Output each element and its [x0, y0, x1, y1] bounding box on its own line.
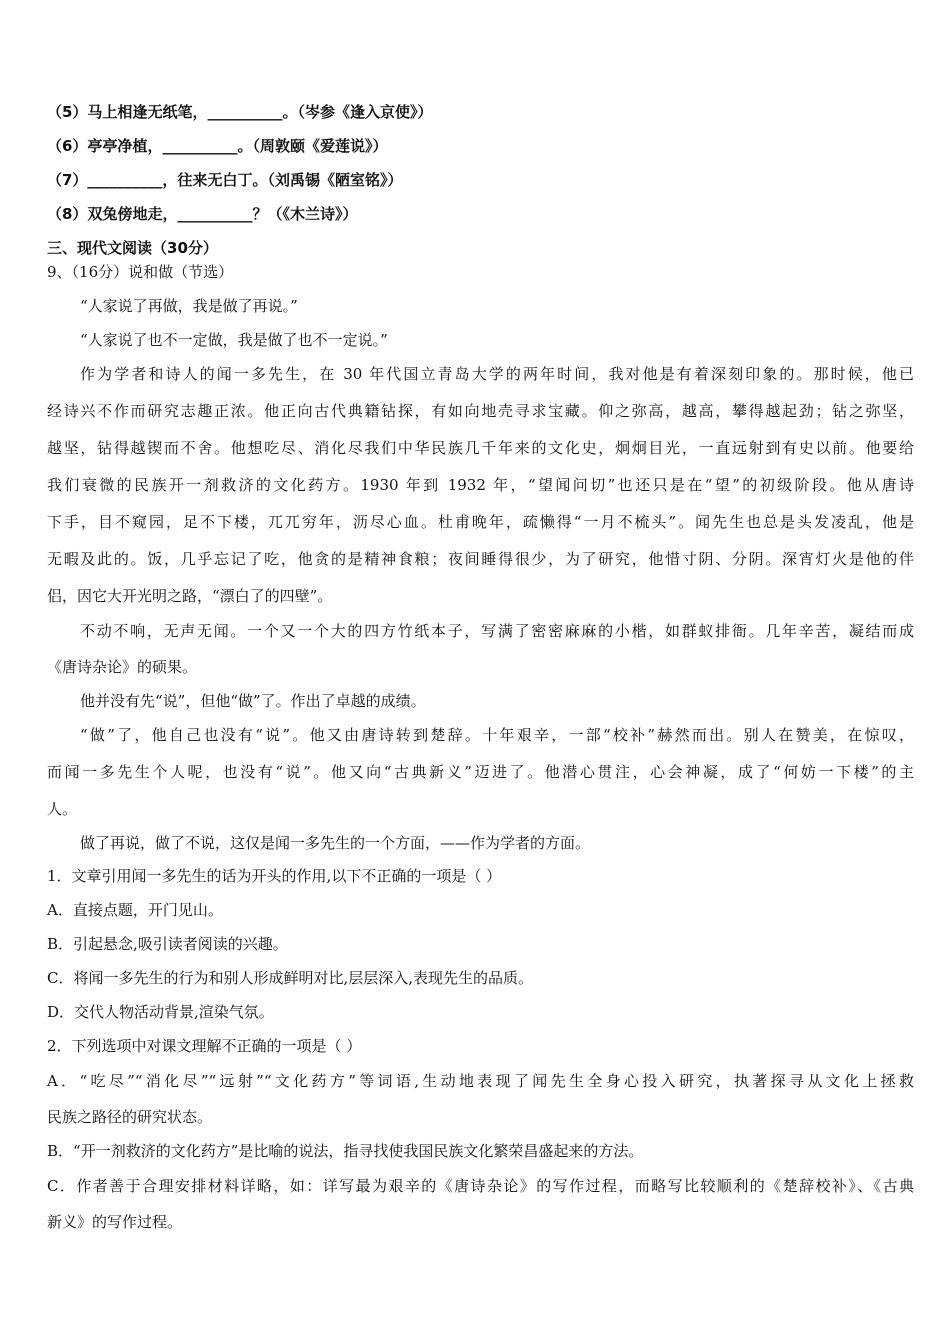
passage-line: “做”了，他自己也没有“说”。他又由唐诗转到楚辞。十年艰辛，一部“校补”赫然而出。别人在赞美，在惊叹， [80, 726, 914, 744]
passage-line: 下手，目不窥园，足不下楼，兀兀穷年，沥尽心血。杜甫晚年，疏懒得“一月不梳头”。闻先生也总是头发凌乱，他是 [47, 513, 914, 531]
q1-stem: 1．文章引用闻一多先生的话为开头的作用,以下不正确的一项是（ ） [47, 867, 502, 885]
passage-line: 人。 [47, 800, 78, 818]
passage-line: 作为学者和诗人的闻一多先生，在 30 年代国立青岛大学的两年时间，我对他是有着深刻印象的。那时候，他已 [80, 365, 914, 383]
fill-item-8: （8）双兔傍地走，__________？（《木兰诗》） [47, 205, 358, 223]
q1-option-b: B．引起悬念,吸引读者阅读的兴趣。 [47, 935, 288, 953]
fill-item-7: （7）__________，往来无白丁。（刘禹锡《陋室铭》） [47, 171, 403, 189]
section-title: 三、现代文阅读（30分） [47, 239, 218, 257]
passage-line: 他并没有先“说”，但他“做”了。作出了卓越的成绩。 [80, 692, 426, 710]
q2-stem: 2．下列选项中对课文理解不正确的一项是（ ） [47, 1037, 362, 1055]
fill-item-6: （6）亭亭净植，__________。（周敦颐《爱莲说》） [47, 137, 388, 155]
question-header: 9、（16分）说和做（节选） [47, 263, 234, 281]
passage-line: 《唐诗杂论》的硕果。 [47, 658, 198, 676]
fill-item-5: （5）马上相逢无纸笔，__________。（岑参《逢入京使》） [47, 103, 433, 121]
passage-line: 无暇及此的。饭，几乎忘记了吃，他贪的是精神食粮；夜间睡得很少，为了研究，他惜寸阴、分阴。深宵灯火是他的伴 [47, 550, 914, 568]
q1-option-c: C．将闻一多先生的行为和别人形成鲜明对比,层层深入,表现先生的品质。 [47, 969, 534, 987]
q2-option-a: A．“吃尽”“消化尽”“远射”“文化药方”等词语,生动地表现了闻先生全身心投入研究，执著探寻从文化上拯救 [47, 1072, 914, 1090]
passage-line: 经诗兴不作而研究志趣正浓。他正向古代典籍钻探，有如向地壳寻求宝藏。仰之弥高，越高，攀得越起劲；钻之弥坚， [47, 402, 914, 420]
passage-line: 不动不响，无声无闻。一个又一个大的四方竹纸本子，写满了密密麻麻的小楷，如群蚁排衙。几年辛苦，凝结而成 [80, 622, 914, 640]
q2-option-c: C．作者善于合理安排材料详略，如：详写最为艰辛的《唐诗杂论》的写作过程，而略写比较顺利的《楚辞校补》、《古典 [47, 1177, 914, 1195]
passage-line: “人家说了再做，我是做了再说。” [80, 297, 298, 315]
passage-line: 而闻一多先生个人呢，也没有“说”。他又向“古典新义”迈进了。他潜心贯注，心会神凝，成了“何妨一下楼”的主 [47, 763, 914, 781]
passage-line: 做了再说，做了不说，这仅是闻一多先生的一个方面，——作为学者的方面。 [80, 834, 591, 852]
passage-line: 越坚，钻得越锲而不舍。他想吃尽、消化尽我们中华民族几千年来的文化史，炯炯目光，一直远射到有史以前。他要给 [47, 439, 914, 457]
q2-option-c-cont: 新义》的写作过程。 [47, 1213, 183, 1231]
passage-line: “人家说了也不一定做，我是做了也不一定说。” [80, 331, 388, 349]
q1-option-d: D．交代人物活动背景,渲染气氛。 [47, 1003, 274, 1021]
q2-option-a-cont: 民族之路径的研究状态。 [47, 1108, 213, 1126]
q2-option-b: B．“开一剂救济的文化药方”是比喻的说法，指寻找使我国民族文化繁荣昌盛起来的方法。 [47, 1142, 644, 1160]
passage-line: 我们衰微的民族开一剂救济的文化药方。1930 年到 1932 年，“望闻问切”也还只是在“望”的初级阶段。他从唐诗 [47, 476, 914, 494]
q1-option-a: A．直接点题，开门见山。 [47, 901, 223, 919]
passage-line: 侣，因它大开光明之路，“漂白了的四壁”。 [47, 587, 333, 605]
